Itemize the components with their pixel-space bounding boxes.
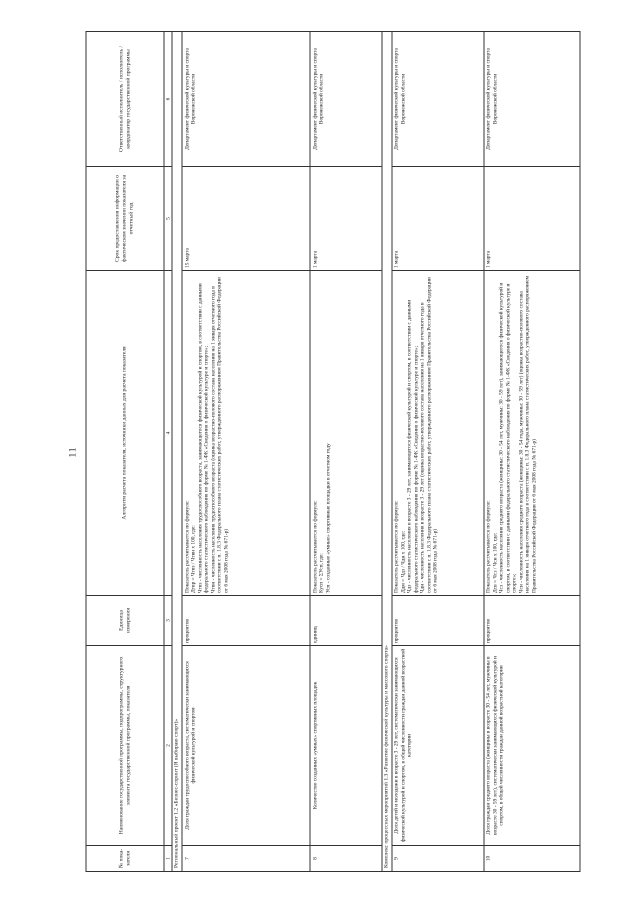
algorithm-line: Чтвз - численность населения трудоспособного возраста, занимающегося физической культурой и спортом, в соответствии с данными федерального статистического наблюдения по форме № 1-ФК «Сведения о физической культуре и спорте»; <box>197 283 210 593</box>
col-number: 3 <box>164 596 172 646</box>
algorithm <box>310 271 382 596</box>
column-number-row <box>164 32 172 872</box>
indicators-table <box>86 31 581 872</box>
algorithm-line: Показатель рассчитывается по формуле: <box>184 500 191 593</box>
table-row <box>182 32 310 872</box>
header-responsible: Ответственный исполнитель / исполнитель / координатор государственной программы <box>86 32 164 167</box>
table-row <box>484 32 580 872</box>
algorithm-line: Чдз - численность населения в возрасте 3 - 29 лет, занимающегося физической культурой и спортом, в соответствии с данными федерального статистического наблюдения по форме № 1-ФК «Сведения о физической культуре и спорте»; <box>406 299 420 593</box>
algorithm-line: Чсн - численность населения среднего возраста (женщины: 30 - 54 года, мужчины: 30 - 59 лет) (оценка возрастно-полового состава населения на 1 января отчетного года в соответствии с п. 1.8.3 Федерального плана статистических работ, утвержденного распоряжением Правительства Российской Федерации от 6 мая 2008 года № 671-р) <box>518 275 538 593</box>
algorithm-line: Усп - созданные «умные» спортивные площадки в отчетном году <box>325 443 332 593</box>
deadline: 15 марта <box>182 167 310 271</box>
section-title: Региональный проект 1.2 «Бизнес-спринт (Я выбираю спорт)» <box>172 32 182 872</box>
page-number: 11 <box>67 446 78 458</box>
algorithm-line: Показатель рассчитывается по формуле: <box>393 500 400 593</box>
responsible: Департамент физической культуры и спорта Воронежской области <box>310 32 382 167</box>
row-number: 7 <box>182 846 310 872</box>
algorithm-line: Чтвн - численность населения трудоспособного возраста (оценка возрастно-полового состава населения на 1 января отчетного года в соответствии с п. 1.8.3 Федерального плана статистических работ, утвержденного распоряжением Правительства Российской Федерации от 6 мая 2008 года № 671-р) <box>210 277 230 593</box>
col-number: 5 <box>164 167 172 271</box>
section-row <box>382 32 392 872</box>
header-algorithm: Алгоритм расчета показателя, источники данных для расчета показателя <box>86 271 164 596</box>
deadline: 1 марта <box>310 167 382 271</box>
table-row <box>392 32 484 872</box>
header-row <box>86 32 164 872</box>
algorithm-line: Кусп = ΣУсп, где: <box>318 553 325 593</box>
algorithm-line: Ддм = Чдз / Чдн х 100, где: <box>400 530 407 593</box>
table-row <box>310 32 382 872</box>
indicator-name: Доля граждан трудоспособного возраста, систематически занимающихся физической культурой и спортом <box>182 646 310 846</box>
responsible: Департамент физической культуры и спорта Воронежской области <box>182 32 310 167</box>
col-number: 2 <box>164 646 172 846</box>
algorithm-line: Показатель рассчитывается по формуле: <box>312 500 319 593</box>
indicator-name: Количество созданных «умных» спортивных площадок <box>310 646 382 846</box>
header-deadline: Срок предоставления информации о фактическом значении показателя за отчетный год <box>86 167 164 271</box>
header-name: Наименование государственной программы, подпрограммы, структурного элемента государственной программы, показателя <box>86 646 164 846</box>
indicator-name: Доля граждан среднего возраста (женщины в возрасте 30 - 54 лет, мужчины в возрасте 30 - 59 лет), систематически занимающихся физической культурой и спортом, в общей численности граждан данной возрастной категории <box>484 646 580 846</box>
unit: единиц <box>310 596 382 646</box>
deadline: 1 марта <box>484 167 580 271</box>
row-number: 10 <box>484 846 580 872</box>
row-number: 9 <box>392 846 484 872</box>
responsible: Департамент физической культуры и спорта Воронежской области <box>392 32 484 167</box>
col-number: 6 <box>164 32 172 167</box>
algorithm <box>392 271 484 596</box>
unit: процентов <box>392 596 484 646</box>
algorithm <box>182 271 310 596</box>
header-unit: Единица измерения <box>86 596 164 646</box>
responsible: Департамент физической культуры и спорта Воронежской области <box>484 32 580 167</box>
unit: процентов <box>182 596 310 646</box>
section-title: Комплекс процессных мероприятий 1.3 «Развитие физической культуры и массового спорта» <box>382 32 392 872</box>
algorithm-line: Чсз - численность населения среднего возраста (женщины: 30 - 54 лет, мужчины: 30 - 59 лет), занимающегося физической культурой и спортом, в соответствии с данными федерального статистического наблюдения по форме № 1-ФК «Сведения о физической культуре и спорте»; <box>498 282 518 593</box>
rotated-page <box>68 32 573 872</box>
algorithm <box>484 271 580 596</box>
algorithm-line: Чдн - численность населения в возрасте 3 - 29 лет (оценка возрастно-полового состава населения на 1 января отчетного года в соответствии с п. 1.8.3 Федерального плана статистических работ, утвержденного распоряжением Правительства Российской Федерации от 6 мая 2008 года № 671-р) <box>419 277 439 593</box>
indicator-name: Доля детей и молодежи в возрасте 3 - 29 лет, систематически занимающихся физической культурой и спортом, в общей численности граждан данной возрастной категории <box>392 646 484 846</box>
row-number: 8 <box>310 846 382 872</box>
col-number: 4 <box>164 271 172 596</box>
section-row <box>172 32 182 872</box>
header-num: № пока-зателя <box>86 846 164 872</box>
algorithm-line: Дтвр = Чтвз / Чтвн х 100, где: <box>190 525 197 593</box>
deadline: 1 марта <box>392 167 484 271</box>
algorithm-line: Показатель рассчитывается по формуле: <box>485 500 492 593</box>
unit: процентов <box>484 596 580 646</box>
algorithm-line: Дсв = Чсз / Чсн х 100, где: <box>492 532 499 593</box>
col-number: 1 <box>164 846 172 872</box>
